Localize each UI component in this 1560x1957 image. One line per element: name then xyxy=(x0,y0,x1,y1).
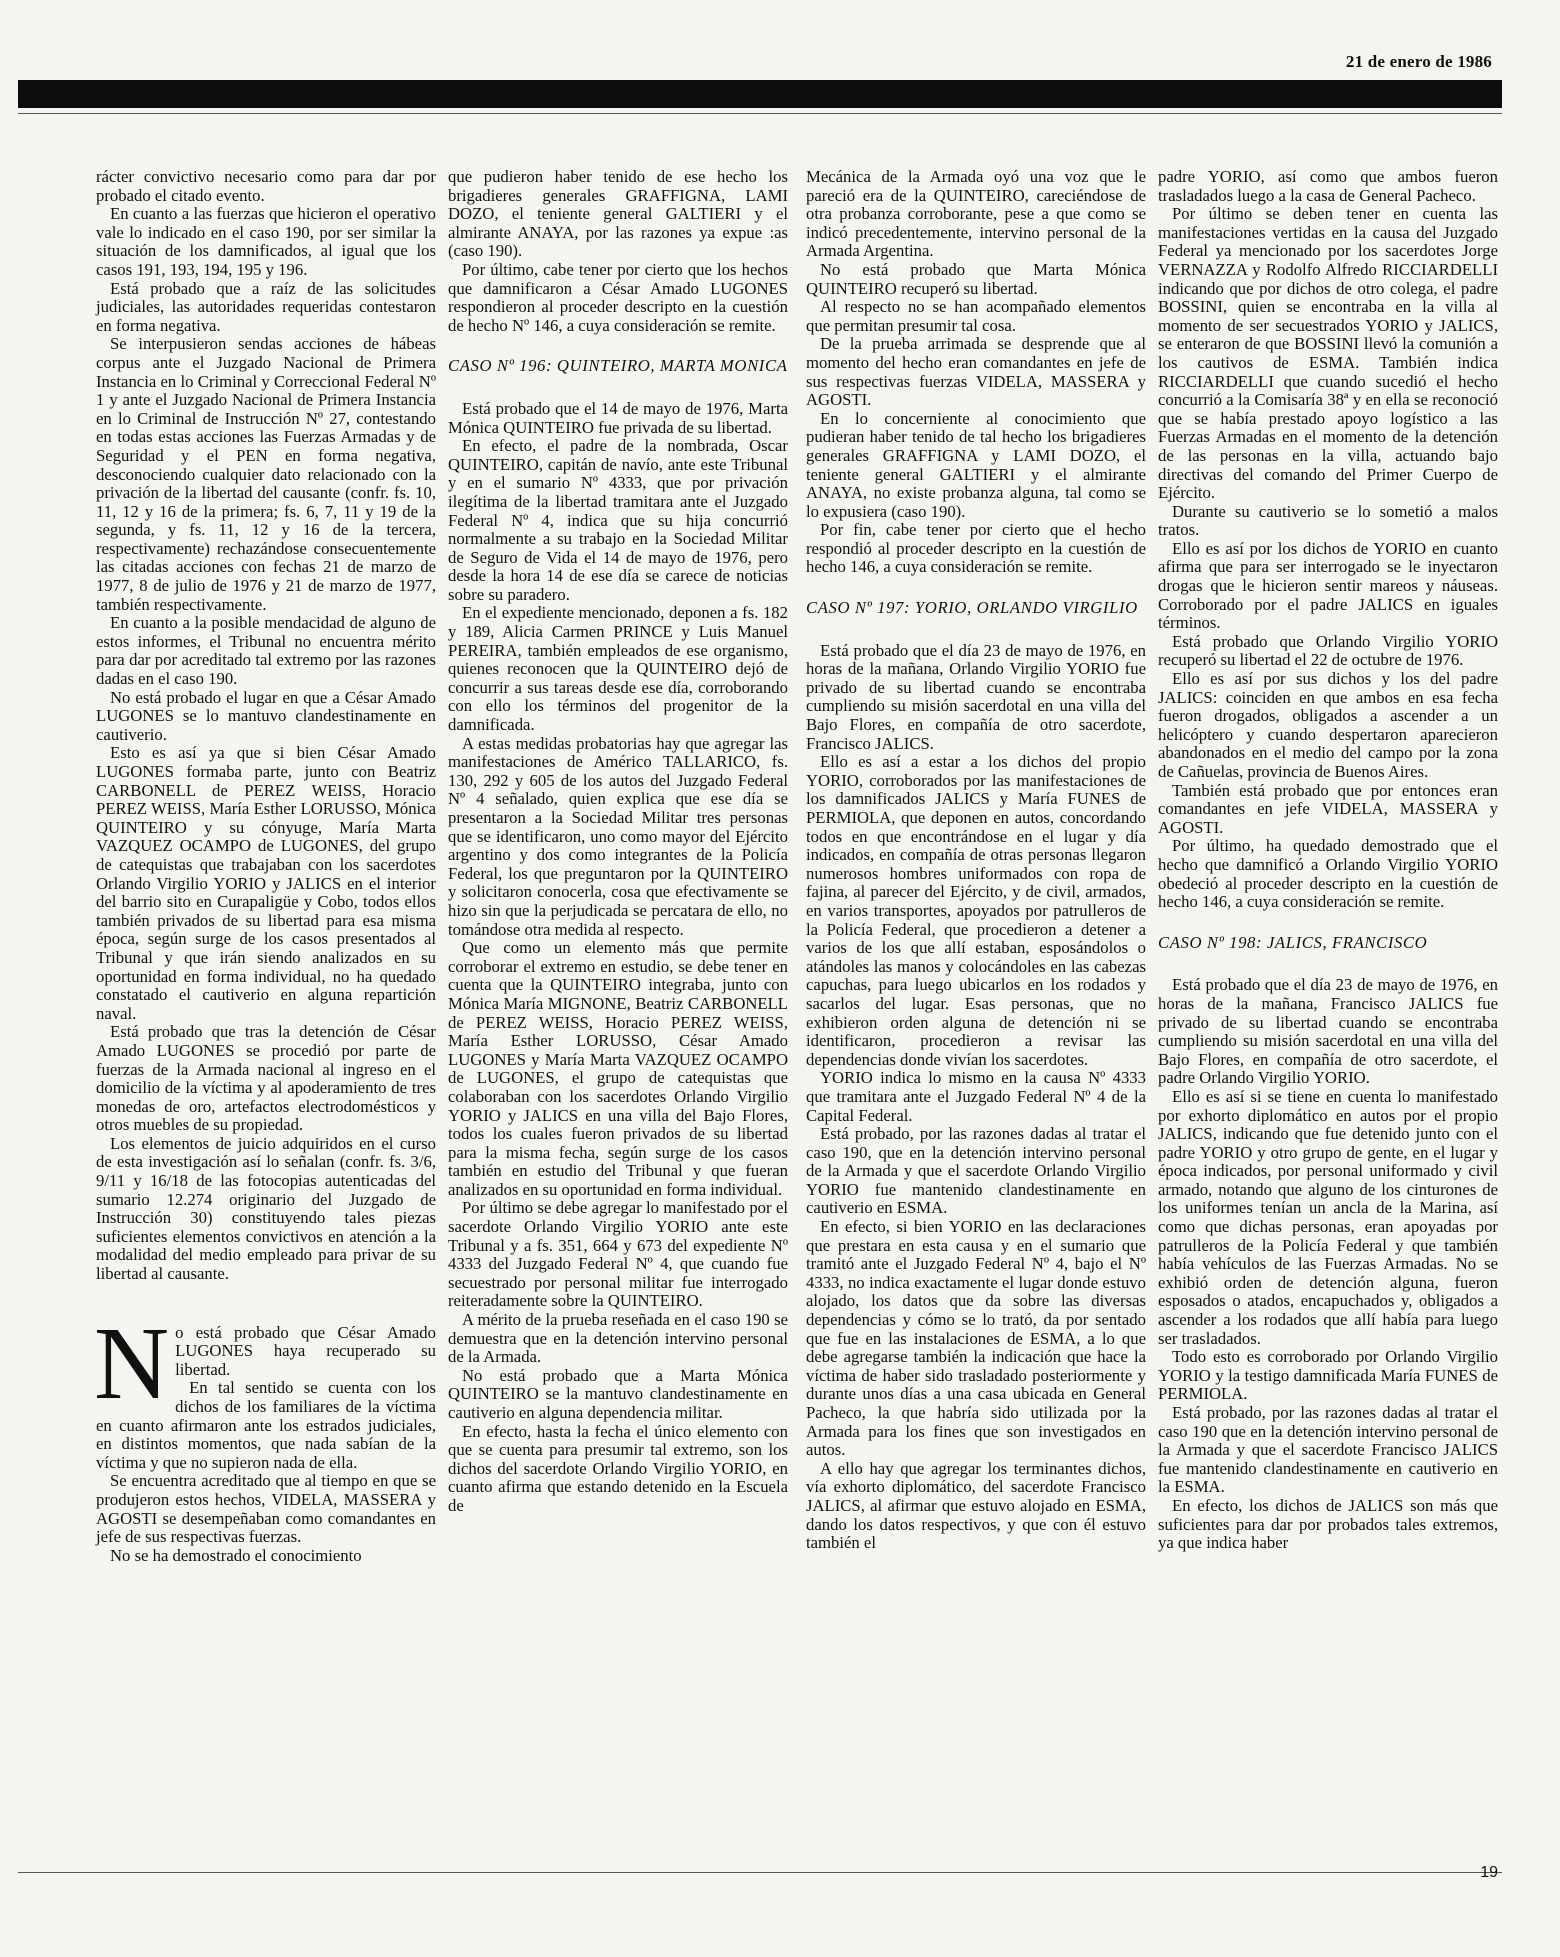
paragraph: De la prueba arrimada se desprende que al momento del hecho eran comandantes en jefe de sus respectivas fuerzas VIDELA, MASSERA y AGOSTI. xyxy=(806,334,1146,410)
case-198-heading: CASO Nº 198: JALICS, FRANCISCO xyxy=(1158,932,1428,952)
paragraph: Está probado, por las razones dadas al tratar el caso 190 que en la detención intervino personal de la Armada y que el sacerdote Francisco JALICS fue mantenido clandestinamente en cautiverio en la ESMA. xyxy=(1158,1403,1498,1497)
paragraph: Se interpusieron sendas acciones de hábeas corpus ante el Juzgado Nacional de Primera Instancia en lo Criminal y Correccional Federal Nº 1 y ante el Juzgado Nacional de Primera Instancia en lo Criminal de Instrucción Nº 27, contestando en todas estas acciones las Fuerzas Armadas y de Seguridad y el PEN en forma negativa, desconociendo cualquier dato relacionado con la privación de la libertad del causante (confr. fs. 10, 11, 12 y 16 de la primera; fs. 6, 7, 11 y 19 de la segunda, y fs. 11, 12 y 16 de la tercera, respectivamente) rechazándose consecuentemente las citadas acciones con fechas 21 de marzo de 1977, 8 de julio de 1976 y 21 de marzo de 1977, también respectivamente. xyxy=(96,334,436,614)
paragraph: En tal sentido se cuenta con los dichos de los familiares de la víctima en cuanto afirmaron ante los estrados judiciales, en distintos momentos, que nada sabían de la víctima y que no supieron nada de ella. xyxy=(96,1378,436,1472)
header-rule xyxy=(18,113,1502,114)
paragraph: Está probado, por las razones dadas al tratar el caso 190, que en la detención intervino personal de la Armada y que el sacerdote Orlando Virgilio YORIO fue mantenido clandestinamente en cautiverio en ESMA. xyxy=(806,1124,1146,1218)
date-header: 21 de enero de 1986 xyxy=(1345,52,1492,71)
paragraph: No está probado que a Marta Mónica QUINTEIRO se la mantuvo clandestinamente en cautiverio en alguna dependencia militar. xyxy=(448,1365,788,1422)
paragraph: Por último, cabe tener por cierto que los hechos que damnificaron a César Amado LUGONES respondieron al proceder descripto en la cuestión de hecho Nº 146, a cuya consideración se remite. xyxy=(448,259,788,335)
paragraph: Por último, ha quedado demostrado que el hecho que damnificó a Orlando Virgilio YORIO obedeció al proceder descripto en la cuestión de hecho 146, a cuya consideración se remite. xyxy=(1158,836,1498,912)
paragraph: Ello es así por los dichos de YORIO en cuanto afirma que para ser interrogado se le inyectaron drogas que le hicieron sentir mareos y náuseas. Corroborado por el padre JALICS en iguales términos. xyxy=(1158,538,1498,633)
paragraph: Ello es así a estar a los dichos del propio YORIO, corroborados por las manifestaciones de los damnificados JALICS y María FUNES de PERMIOLA, que deponen en autos, concordando todos en que encontrándose en el lugar y día indicados, en compañía de otras personas llegaron numerosos hombres uniformados con ropa de fajina, al parecer del Ejército, y de civil, armados, en varios transportes, apoyados por patrulleros de la Policía Federal, que procedieron a detener a varios de los que allí estaban, esposándolos o atándoles las manos y colocándoles en las cabezas capuchas, para luego ubicarlos en los rodados y sacarlos del lugar. Esas personas, que no exhibieron orden alguna de detención ni se identificaron, procedieron a revisar las dependencias donde vivían los sacerdotes. xyxy=(806,752,1146,1069)
paragraph: rácter convictivo necesario como para dar por probado el citado evento. xyxy=(96,167,436,205)
paragraph: Está probado que el 14 de mayo de 1976, Marta Mónica QUINTEIRO fue privada de su libertad. xyxy=(448,398,788,437)
paragraph: A mérito de la prueba reseñada en el caso 190 se demuestra que en la detención intervino personal de la Armada. xyxy=(448,1310,788,1367)
paragraph: En efecto, el padre de la nombrada, Oscar QUINTEIRO, capitán de navío, ante este Tribunal y en el sumario Nº 4333, que por privación ilegítima de la libertad tramitara ante el Juzgado Federal Nº 4, indica que su hija concurrió normalmente a su trabajo en la Sociedad Militar de Seguro de Vida el 14 de mayo de 1976, pero desde la hora 14 de ese día se carece de noticias sobre su paradero. xyxy=(448,436,788,604)
paragraph: Que como un elemento más que permite corroborar el extremo en estudio, se debe tener en cuenta que la QUINTEIRO integraba, junto con Mónica María MIGNONE, Beatriz CARBONELL de PEREZ WEISS, Horacio PEREZ WEISS, María Esther LORUSSO, César Amado LUGONES y María Marta VAZQUEZ OCAMPO de LUGONES, el grupo de catequistas que colaboraban con los sacerdotes Orlando Virgilio YORIO y JALICS en una villa del Bajo Flores, todos los cuales fueron privados de su libertad para la misma fecha, según surge de los casos también en estudio del Tribunal y que fueran analizados en su oportunidad en forma individual. xyxy=(448,938,788,1199)
paragraph: En efecto, hasta la fecha el único elemento con que se cuenta para presumir tal extremo, son los dichos del sacerdote Orlando Virgilio YORIO, en cuanto afirma que estando detenido en la Escuela de xyxy=(448,1421,788,1515)
paragraph: En cuanto a las fuerzas que hicieron el operativo vale lo indicado en el caso 190, por ser similar la situación de los damnificados, al igual que los casos 191, 193, 194, 195 y 196. xyxy=(96,204,436,279)
dropcap-letter: N xyxy=(94,1305,170,1421)
case-197-heading: CASO Nº 197: YORIO, ORLANDO VIRGILIO xyxy=(806,598,1138,618)
paragraph: En cuanto a la posible mendacidad de alguno de estos informes, el Tribunal no encuentra mérito para dar por acreditado tal extremo por las razones dadas en el caso 190. xyxy=(96,613,436,689)
header-bar xyxy=(18,80,1502,108)
paragraph: Por último se deben tener en cuenta las manifestaciones vertidas en la causa del Juzgado Federal ya mencionado por los sacerdotes Jorge VERNAZZA y Rodolfo Alfredo RICCIARDELLI indicando que por dichos de otro colega, el padre BOSSINI, quien se encontraba en la villa al momento de ser secuestrados YORIO y JALICS, se enteraron de que BOSSINI llevó la comunión a los cautivos de ESMA. También indica RICCIARDELLI que cuando sucedió el hecho concurrió a la Comisaría 38ª y en ella se reconoció que se había prestado apoyo logístico a las Fuerzas Armadas en el momento de la detención de las personas en la villa, actuando bajo directivas del comando del Primer Cuerpo de Ejército. xyxy=(1158,204,1498,503)
paragraph: Está probado que el día 23 de mayo de 1976, en horas de la mañana, Orlando Virgilio YORIO fue privado de su libertad cuando se encontraba cumpliendo su misión sacerdotal en una villa del Bajo Flores, en compañía de otro sacerdote, Francisco JALICS. xyxy=(806,640,1146,753)
dropcap-paragraph xyxy=(94,1305,436,1421)
paragraph: Durante su cautiverio se lo sometió a malos tratos. xyxy=(1158,501,1498,540)
paragraph: Los elementos de juicio adquiridos en el curso de esta investigación así lo señalan (confr. fs. 3/6, 9/11 y 16/18 de las fotocopias autenticadas del sumario 12.274 originario del Juzgado de Instrucción 30) constituyendo tales piezas suficientes elementos convictivos en atención a la modalidad del medio empleado para privar de su libertad al causante. xyxy=(96,1133,436,1284)
dropcap-text: o está probado que César Amado LUGONES haya recuperado su libertad. xyxy=(175,1322,436,1379)
column-1 xyxy=(96,168,436,1565)
paragraph: En lo concerniente al conocimiento que pudieran haber tenido de tal hecho los brigadieres generales GRAFFIGNA y LAMI DOZO, el teniente general GALTIERI y el almirante ANAYA, no existe probanza alguna, tal como se lo expusiera (caso 190). xyxy=(806,408,1146,521)
paragraph: Ello es así por sus dichos y los del padre JALICS: coinciden en que ambos en esa fecha fueron drogados, obligados a ascender a un helicóptero y cuando despertaron aparecieron abandonados en el medio del campo por la zona de Cañuelas, provincia de Buenos Aires. xyxy=(1158,669,1498,781)
paragraph: No está probado el lugar en que a César Amado LUGONES se lo mantuvo clandestinamente en cautiverio. xyxy=(96,687,436,744)
page-number: 19 xyxy=(1480,1864,1498,1881)
paragraph: Está probado que Orlando Virgilio YORIO recuperó su libertad el 22 de octubre de 1976. xyxy=(1158,631,1498,670)
paragraph: Mecánica de la Armada oyó una voz que le pareció era de la QUINTEIRO, careciéndose de otra probanza corroborante, pese a que como se indicó precedentemente, intervino personal de la Armada Argentina. xyxy=(806,167,1146,261)
paragraph: padre YORIO, así como que ambos fueron trasladados luego a la casa de General Pacheco. xyxy=(1158,167,1498,205)
paragraph: A ello hay que agregar los terminantes dichos, vía exhorto diplomático, del sacerdote Francisco JALICS, al afirmar que estuvo alojado en ESMA, dando los datos respectivos, y que con él estuvo también el xyxy=(806,1458,1146,1553)
paragraph: En el expediente mencionado, deponen a fs. 182 y 189, Alicia Carmen PRINCE y Luis Manuel PEREIRA, también empleados de ese organismo, quienes reconocen que la QUINTEIRO dejó de concurrir a sus tareas desde ese día, corroborando con ello los términos del progenitor de la damnificada. xyxy=(448,603,788,735)
paragraph: que pudieron haber tenido de ese hecho los brigadieres generales GRAFFIGNA, LAMI DOZO, el teniente general GALTIERI y el almirante ANAYA, por las razones ya expue :as (caso 190). xyxy=(448,167,788,261)
paragraph: Se encuentra acreditado que al tiempo en que se produjeron estos hechos, VIDELA, MASSERA y AGOSTI se desempeñaban como comandantes en jefe de sus respectivas fuerzas. xyxy=(96,1471,436,1547)
paragraph: Por fin, cabe tener por cierto que el hecho respondió al proceder descripto en la cuestión de hecho 146, a cuya consideración se remite. xyxy=(806,520,1146,577)
paragraph: Está probado que a raíz de las solicitudes judiciales, las autoridades requeridas contestaron en forma negativa. xyxy=(96,278,436,335)
paragraph: En efecto, los dichos de JALICS son más que suficientes para dar por probados tales extremos, ya que indica haber xyxy=(1158,1495,1498,1553)
paragraph: Esto es así ya que si bien César Amado LUGONES formaba parte, junto con Beatriz CARBONELL de PEREZ WEISS, Horacio PEREZ WEISS, María Esther LORUSSO, Mónica QUINTEIRO y su cónyuge, María Marta VAZQUEZ OCAMPO de LUGONES, del grupo de catequistas que trabajaban con los sacerdotes Orlando Virgilio YORIO y JALICS en el interior del barrio sito en Curapaligüe y Cobo, todos ellos también privados de su libertad para esa misma época, según surge de los casos presentados al Tribunal y que irán siendo analizados en su oportunidad en forma individual, no ha quedado constatado el cautiverio en alguna repartición naval. xyxy=(96,743,436,1023)
footer-rule xyxy=(18,1872,1502,1873)
paragraph: Ello es así si se tiene en cuenta lo manifestado por exhorto diplomático en autos por el propio JALICS, indicando que fue detenido junto con el padre YORIO y otro grupo de gente, en el lugar y época indicados, por personal uniformado y civil armado, notando que alguno de los cinturones de los uniformes tenían un ancla de la Marina, así como que dichas personas, eran apoyadas por patrulleros de la Policía Federal y que también había vehículos de las Fuerzas Armadas. No se exhibió orden de detención alguna, fueron esposados o atados, encapuchados y, obligados a ascender a los rodados que allí había para luego ser trasladados. xyxy=(1158,1086,1498,1348)
paragraph: En efecto, si bien YORIO en las declaraciones que prestara en esta causa y en el sumario que tramitó ante el Juzgado Federal Nº 4, bajo el Nº 4333, no indica exactamente el lugar donde estuvo alojado, los datos que da sobre las diversas dependencias y cómo se lo trató, da por sentado que fue en las instalaciones de ESMA, a lo que debe agregarse también la indicación que hace la víctima de haber sido trasladado posteriormente y durante unos días a una casa ubicada en General Pacheco, la que habría sido utilizada por la Armada para los fines que son investigados en autos. xyxy=(806,1217,1146,1460)
paragraph: No se ha demostrado el conocimiento xyxy=(110,1545,362,1565)
paragraph: También está probado que por entonces eran comandantes en jefe VIDELA, MASSERA y AGOSTI. xyxy=(1158,780,1498,837)
column-4 xyxy=(1158,168,1498,1553)
column-2 xyxy=(448,168,788,1516)
paragraph: Al respecto no se han acompañado elementos que permitan presumir tal cosa. xyxy=(806,297,1146,335)
paragraph: Por último se debe agregar lo manifestado por el sacerdote Orlando Virgilio YORIO ante este Tribunal y a fs. 351, 664 y 673 del expediente Nº 4333 del Juzgado Federal Nº 4, que cuando fue secuestrado por personal militar fue interrogado reiteradamente sobre la QUINTEIRO. xyxy=(448,1198,788,1311)
paragraph: YORIO indica lo mismo en la causa Nº 4333 que tramitara ante el Juzgado Federal Nº 4 de la Capital Federal. xyxy=(806,1068,1146,1125)
case-196-heading: CASO Nº 196: QUINTEIRO, MARTA MONICA xyxy=(448,356,788,376)
paragraph: Está probado que tras la detención de César Amado LUGONES se procedió por parte de fuerzas de la Armada nacional al ingreso en el domicilio de la víctima y al apoderamiento de tres monedas de oro, artefactos electrodomésticos y otros muebles de su propiedad. xyxy=(96,1022,436,1135)
paragraph: Está probado que el día 23 de mayo de 1976, en horas de la mañana, Francisco JALICS fue privado de su libertad cuando se encontraba cumpliendo su misión sacerdotal en una villa del Bajo Flores, en compañía de otro sacerdote, el padre Orlando Virgilio YORIO. xyxy=(1158,975,1498,1088)
paragraph: Todo esto es corroborado por Orlando Virgilio YORIO y la testigo damnificada María FUNES de PERMIOLA. xyxy=(1158,1347,1498,1404)
paragraph: No está probado que Marta Mónica QUINTEIRO recuperó su libertad. xyxy=(806,259,1146,298)
paragraph: A estas medidas probatorias hay que agregar las manifestaciones de Américo TALLARICO, fs. 130, 292 y 605 de los autos del Juzgado Federal Nº 4 señalado, quien explica que ese día se presentaron a la Sociedad Militar tres personas que se identificaron, uno como mayor del Ejército argentino y dos como integrantes de la Policía Federal, los que preguntaron por la QUINTEIRO y solicitaron conocerla, cosa que efectivamente se hizo sin que la perjudicada se percatara de ello, no tomándose otra medida al respecto. xyxy=(448,733,788,939)
column-3 xyxy=(806,168,1146,1553)
